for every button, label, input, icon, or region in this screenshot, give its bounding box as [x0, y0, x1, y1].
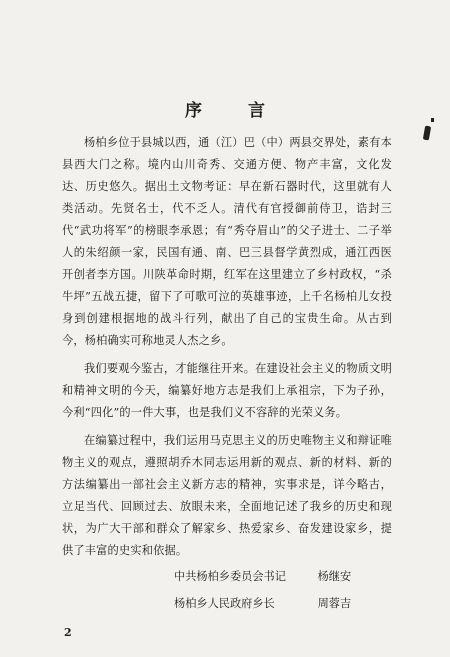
page-number: 2 — [64, 626, 72, 639]
signature-org: 杨柏乡人民政府乡长 — [174, 597, 275, 610]
page-title: 序 言 — [185, 101, 285, 121]
signature-line — [174, 568, 351, 584]
signature-name: 杨继安 — [317, 570, 352, 583]
paragraph-3: 在编纂过程中，我们运用马克思主义的历史唯物主义和辩证唯物主义的观点，遵照胡乔木同志运用新的观点、新的材料、新的方法编纂出一部社会主义新方志的精神，实事求是，详今略古，立足当代、回顾过去、放眼未来，全面地记述了我乡的历史和现状，为广大干部和群众了解家乡、热爱家乡、奋发建设家乡，提供了丰富的史实和依据。 — [62, 434, 392, 557]
paragraph-2: 我们要观今鉴古，才能继往开来。在建设社会主义的物质文明和精神文明的今天，编纂好地方志是我们上承祖宗，下为子孙，今利“四化”的一件大事，也是我们义不容辞的光荣义务。 — [62, 362, 392, 419]
ink-mark — [423, 126, 431, 141]
signature-line — [174, 595, 351, 611]
paragraph-1: 杨柏乡位于县城以西，通（江）巴（中）两县交界处，素有本县西大门之称。境内山川奇秀、交通方便、物产丰富，文化发达、历史悠久。据出土文物考证：早在新石器时代，这里就有人类活动。先贤名士，代不乏人。清代有官授御前侍卫，诰封三代“武功将军”的榜眼李承恩；有“秀夺眉山”的父子进士、二子举人的朱绍颜一家，民国有通、南、巴三县督学黄烈成，通江西医开创者李方国。川陕革命时期，红军在这里建立了乡村政权，“杀牛坪”五战五捷，留下了可歌可泣的英雄事迹，上千名杨柏儿女投身到创建根据地的战斗行列，献出了自己的宝贵生命。从古到今，杨柏确实可称地灵人杰之乡。 — [62, 136, 392, 347]
signature-name: 周蓉吉 — [317, 597, 352, 610]
signature-org: 中共杨柏乡委员会书记 — [174, 570, 286, 583]
ink-mark — [431, 118, 434, 122]
preface-body — [62, 132, 392, 568]
